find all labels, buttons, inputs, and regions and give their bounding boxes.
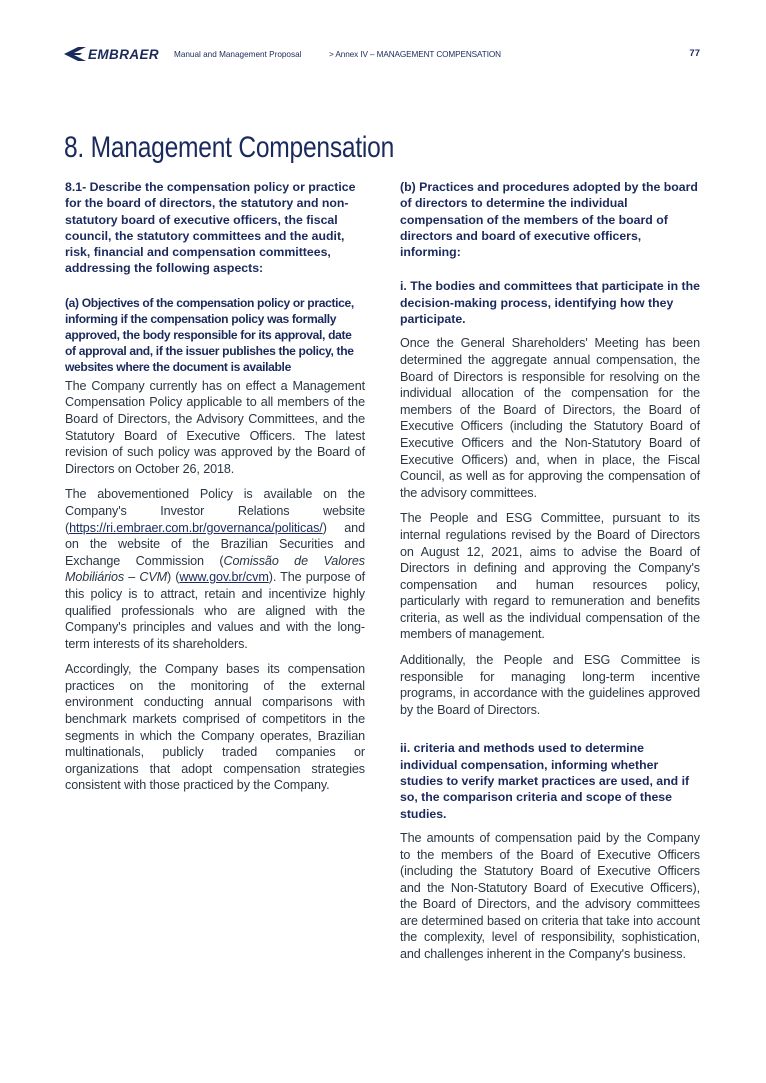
- logo-text: EMBRAER: [88, 46, 160, 62]
- question-ii: ii. criteria and methods used to determine individual compensation, informing whether studies to verify market practices are used, and if so, the comparison criteria and scope of these studies.: [400, 741, 690, 821]
- embraer-logo-icon: [64, 46, 86, 62]
- paragraph-long-term-incentives: Additionally, the People and ESG Committee is responsible for managing long-term incentive programs, in accordance with the guidelines approved by the Board of Directors.: [400, 653, 700, 717]
- paragraph-policy-availability: [65, 486, 365, 652]
- header-document-title: Manual and Management Proposal: [174, 50, 302, 59]
- page-title: 8. Management Compensation: [64, 131, 395, 164]
- cvm-name-italic: Comissão de Valores Mobiliários – CVM: [65, 553, 365, 585]
- question-b: (b) Practices and procedures adopted by the board of directors to determine the individual compensation of the members of the board of directors and board of executive officers, informing:: [400, 180, 698, 260]
- header-section-title: > Annex IV – MANAGEMENT COMPENSATION: [329, 50, 501, 59]
- paragraph-benchmarking: Accordingly, the Company bases its compensation practices on the monitoring of the external environment conducting annual comparisons with benchmark markets comprised of competitors in the segments in which the Company operates, Brazilian multinationals, publicly traded companies or organizations that adopt compensation strategies consistent with those practiced by the Company.: [65, 662, 365, 793]
- page-number: 77: [689, 48, 700, 59]
- text-segment: ). The purpose of this policy is to attract, retain and incentivize highly qualified professionals who are aligned with the Company's principles and values and with the long-term interests of its shareholders.: [65, 570, 365, 651]
- text-segment: ) (: [167, 570, 180, 585]
- embraer-logo: [64, 46, 159, 62]
- paragraph-compensation-criteria: The amounts of compensation paid by the Company to the members of the Board of Executive Officers (including the Statutory Board of Executive Officers and the Non-Statutory Board of Executive Officers), the Board of Directors, and the advisory committees are determined based on criteria that take into account the complexity, level of responsibility, sophistication, and challenges inherent in the Company's business.: [400, 830, 700, 962]
- right-column: [400, 179, 700, 972]
- left-column: [65, 179, 365, 803]
- question-i: i. The bodies and committees that participate in the decision-making process, identifying how they participate.: [400, 279, 700, 327]
- question-8-1: 8.1- Describe the compensation policy or practice for the board of directors, the statutory and non-statutory board of executive officers, the fiscal council, the statutory committees and the audit, risk, financial and compensation committees, addressing the following aspects:: [65, 180, 356, 276]
- paragraph-people-esg-committee: The People and ESG Committee, pursuant to its internal regulations revised by the Board of Directors on August 12, 2021, aims to advise the Board of Directors in defining and approving the Company's compensation and human resources policy, particularly with regard to remuneration and benefits criteria, as well as the individual compensation of the members of management.: [400, 511, 700, 642]
- question-a: (a) Objectives of the compensation policy or practice, informing if the compensation policy was formally approved, the body responsible for its approval, date of approval and, if the issuer publishes the policy, the websites where the document is available: [65, 295, 354, 374]
- paragraph-board-allocation: Once the General Shareholders' Meeting has been determined the aggregate annual compensation, the Board of Directors is responsible for resolving on the individual allocation of the compensation for the members of the Board of Directors, the Board of Executive Officers (including the Statutory Board of Executive Officers and the Non-Statutory Board of Executive Officers) and, when in place, the Fiscal Council, as well as for approving the compensation of the advisory committees.: [400, 336, 700, 500]
- page-header: [64, 46, 700, 66]
- paragraph-policy: The Company currently has on effect a Management Compensation Policy applicable to all members of the Board of Directors, the Advisory Committees, and the Statutory Board of Executive Officers. The latest revision of such policy was approved by the Board of Directors on October 26, 2018.: [65, 378, 365, 476]
- cvm-website-link[interactable]: www.gov.br/cvm: [179, 570, 269, 585]
- text-segment: The abovementioned Policy is available on the Company's Investor Relations website (: [65, 487, 365, 535]
- ri-website-link[interactable]: https://ri.embraer.com.br/governanca/politicas/: [69, 520, 323, 535]
- text-segment: ) and on the website of the Brazilian Securities and Exchange Commission (: [65, 520, 365, 568]
